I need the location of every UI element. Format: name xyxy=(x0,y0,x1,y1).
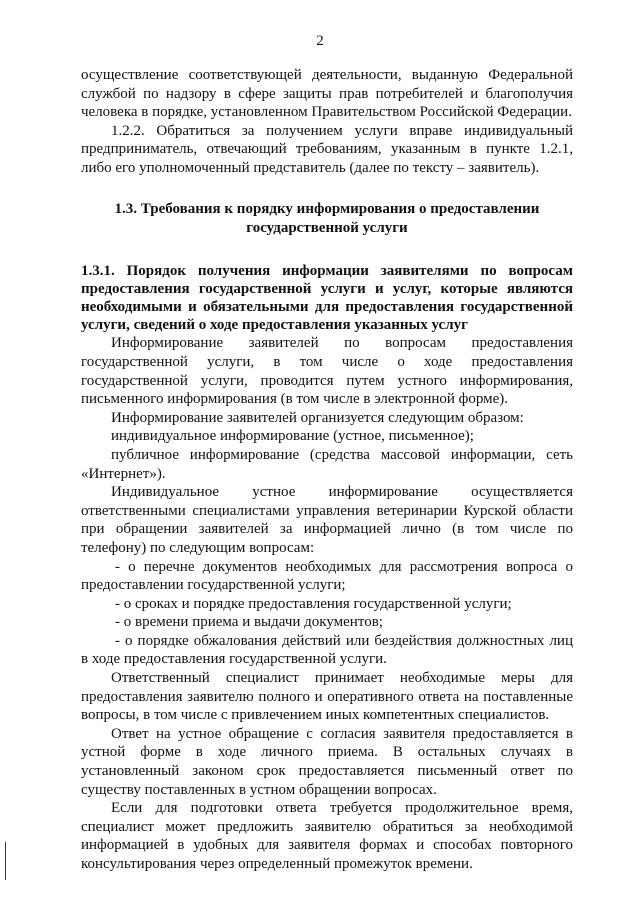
page-number: 2 xyxy=(316,33,324,49)
page-content xyxy=(81,66,573,874)
body-paragraph: Информирование заявителей по вопросам предоставления государственной услуги, в том числе о ходе предоставления государственной услуги, проводится путем устного информирования, письменного информирования (в том числе в электронной форме). xyxy=(81,335,573,408)
paragraph-1-2-2: 1.2.2. Обратиться за получением услуги вправе индивидуальный предприниматель, отвечающий требованиям, указанным в пункте 1.2.1, либо его уполномоченный представитель (далее по тексту – заявитель). xyxy=(81,122,573,176)
list-item: - о сроках и порядке предоставления государственной услуги; xyxy=(115,595,512,612)
section-heading: 1.3. Требования к порядку информирования о предоставлении государственной услуги xyxy=(114,200,540,236)
body-paragraph: Если для подготовки ответа требуется продолжительное время, специалист может предложить заявителю обратиться за необходимой информацией в удобных для заявителя формах и способах повторного консультирования через определенный промежуток времени. xyxy=(81,800,573,872)
body-paragraph: Ответ на устное обращение с согласия заявителя предоставляется в устной форме в ходе личного приема. В остальных случаях в установленный законом срок предоставляется письменный ответ по существу поставленных в устном обращении вопросах. xyxy=(81,725,573,798)
subsection-heading: 1.3.1. Порядок получения информации заявителями по вопросам предоставления государственной услуги и услуг, которые являются необходимыми и обязательными для предоставления государственной услуги, сведений о ходе предоставления указанных услуг xyxy=(81,262,573,334)
list-item: - о времени приема и выдачи документов; xyxy=(115,614,383,631)
paragraph-continuation: осуществление соответствующей деятельности, выданную Федеральной службой по надзору в сфере защиты прав потребителей и благополучия человека в порядке, установленном Правительством Российской Федерации. xyxy=(81,67,573,121)
body-paragraph: Индивидуальное устное информирование осуществляется ответственными специалистами управления ветеринарии Курской области при обращении заявителей за информацией лично (в том числе по телефону) по следующим вопросам: xyxy=(81,484,573,556)
list-item: - о перечне документов необходимых для рассмотрения вопроса о предоставлении государственной услуги; xyxy=(81,558,573,594)
list-item: - о порядке обжалования действий или бездействия должностных лиц в ходе предоставления государственной услуги. xyxy=(81,632,573,668)
body-paragraph: Ответственный специалист принимает необходимые меры для предоставления заявителю полного и оперативного ответа на поставленные вопросы, в том числе с привлечением иных компетентных специалистов. xyxy=(81,670,573,724)
body-paragraph: индивидуальное информирование (устное, письменное); xyxy=(111,428,474,445)
body-paragraph: публичное информирование (средства массовой информации, сеть «Интернет»). xyxy=(81,446,573,482)
body-paragraph: Информирование заявителей организуется следующим образом: xyxy=(111,409,524,426)
scan-edge-mark xyxy=(5,842,6,880)
